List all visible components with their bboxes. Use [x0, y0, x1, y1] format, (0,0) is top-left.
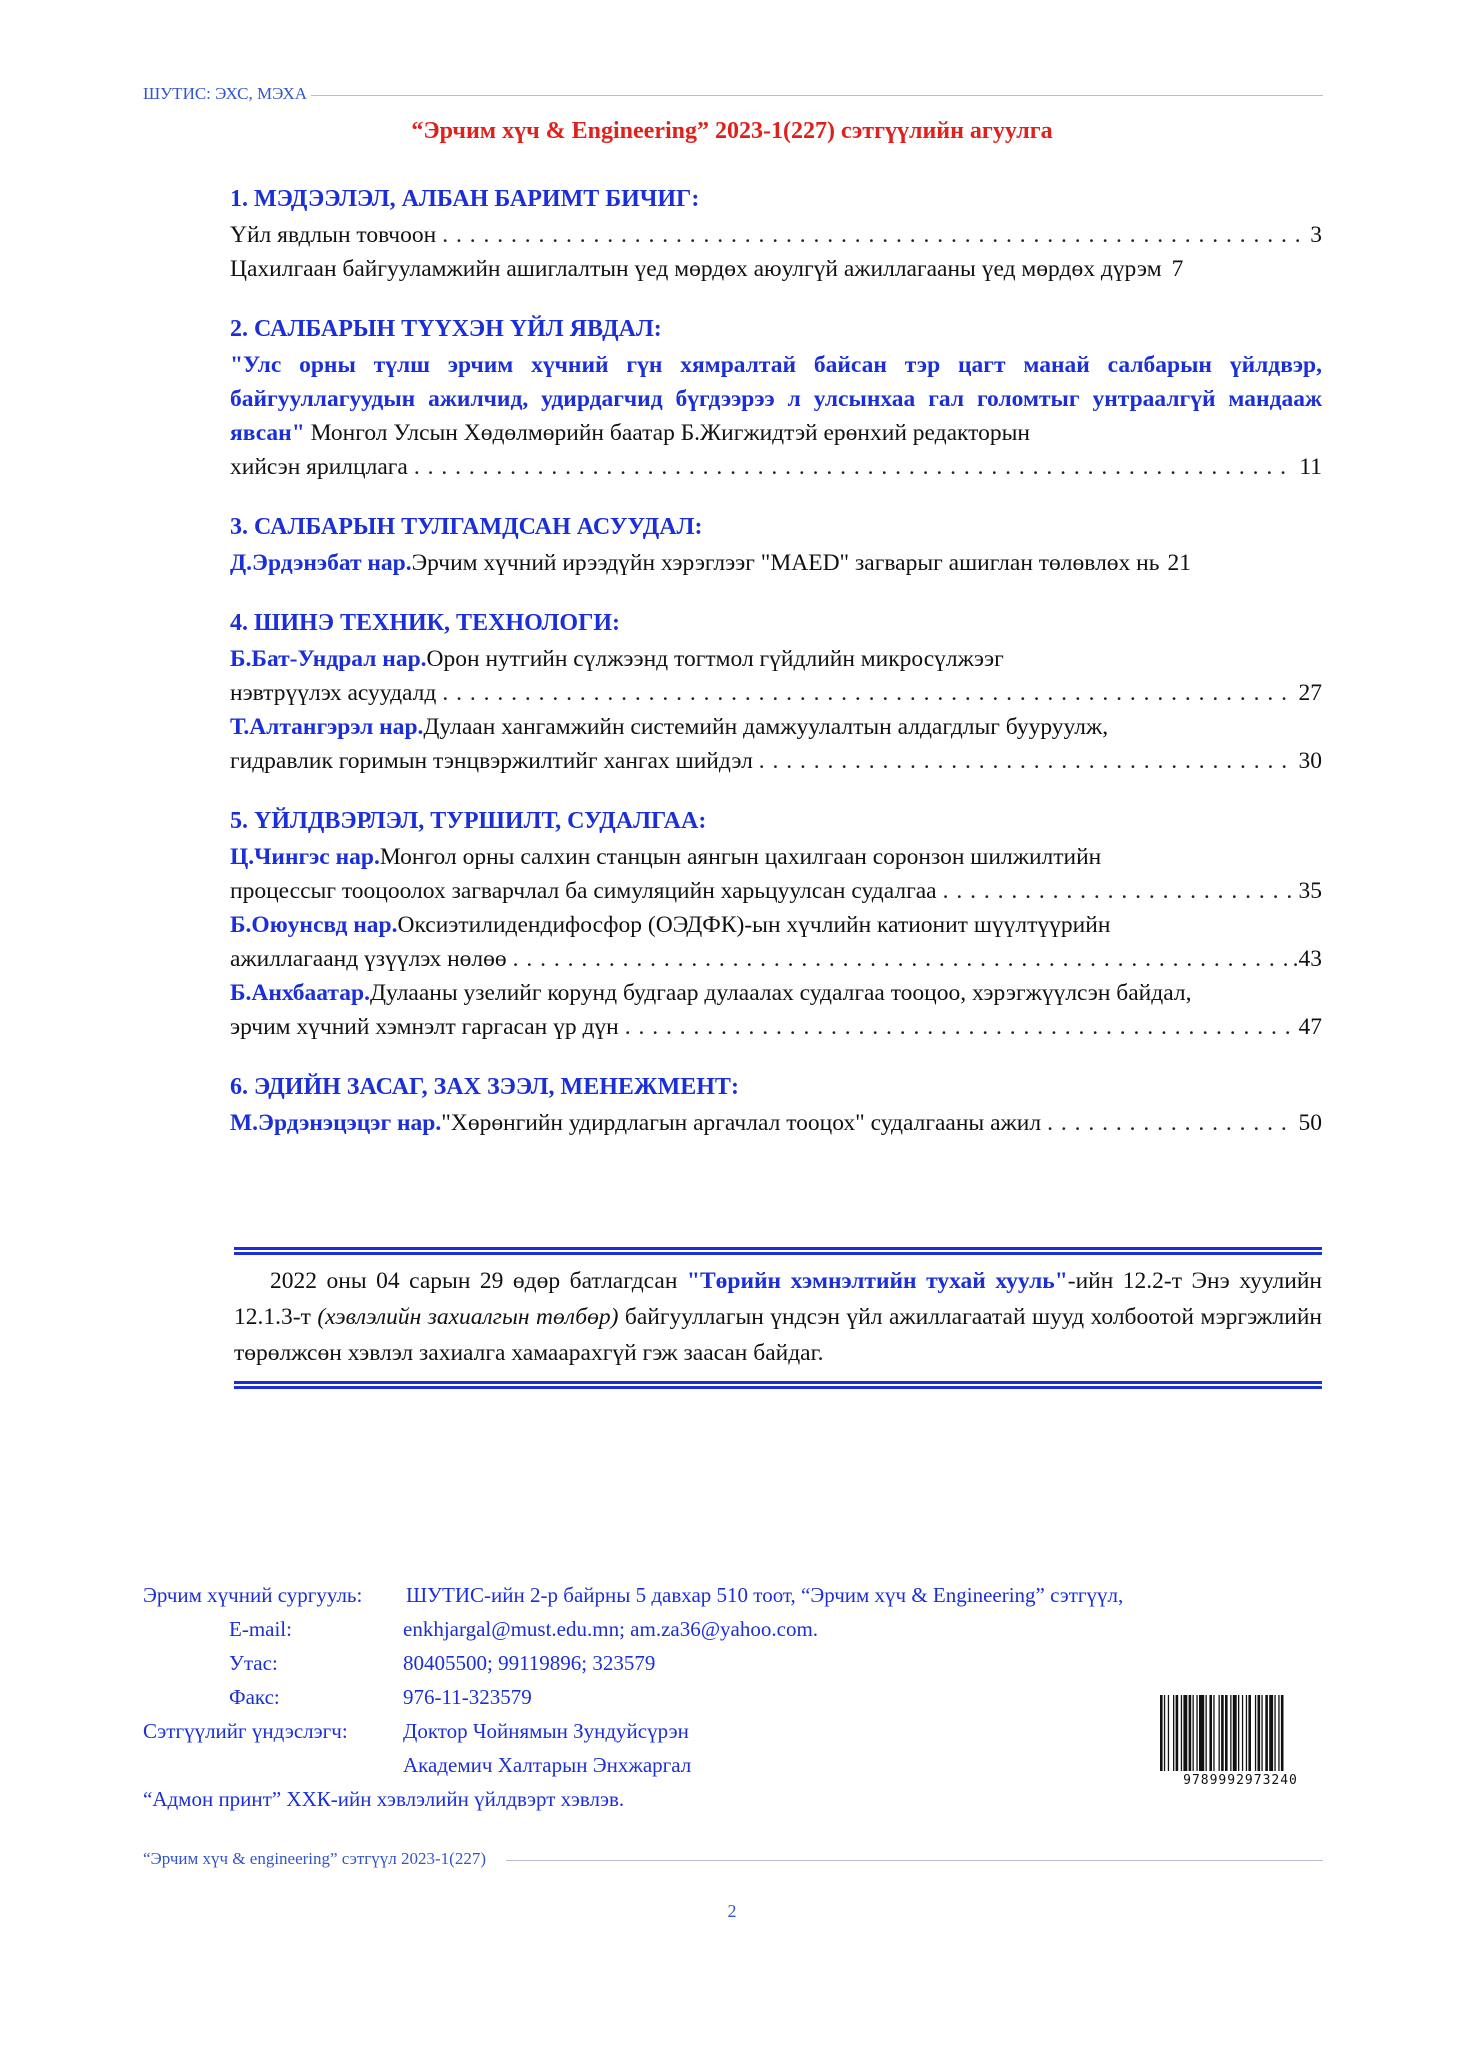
toc-entry[interactable] [230, 840, 1322, 874]
section-heading: 6. ЭДИЙН ЗАСАГ, ЗАХ ЗЭЭЛ, МЕНЕЖМЕНТ: [230, 1074, 739, 1100]
law-text-part: байгууллагын үндсэн үйл ажиллагаатай шууд холбоотой мэргэжлийн төрөлжсөн хэвлэл захиалга хамаарахгүй гэж заасан байдаг. [234, 1304, 1322, 1366]
entry-author: Б.Оюунсвд нар. [230, 912, 398, 938]
entry-title: Оксиэтилидендифосфор (ОЭДФК)-ын хүчлийн катионит шүүлтүүрийн [397, 912, 1111, 938]
section-heading: 3. САЛБАРЫН ТУЛГАМДСАН АСУУДАЛ: [230, 514, 703, 540]
toc-entry[interactable] [230, 710, 1322, 744]
barcode-number: 9789992973240 [1183, 1773, 1298, 1788]
founder-label: Сэтгүүлийг үндэслэгч: [143, 1719, 348, 1743]
entry-page: 7 [1171, 256, 1184, 282]
barcode-bar [1248, 1695, 1251, 1771]
toc-entry[interactable] [230, 252, 1322, 286]
barcode-bar [1230, 1695, 1231, 1771]
entry-title: Эрчим хүчний ирээдүйн хэрэглээг "MAED" загварыг ашиглан төлөвлөх нь [411, 550, 1160, 576]
barcode-bar [1255, 1695, 1256, 1771]
entry-title: процессыг тооцоолох загварчлал ба симуляцийн харьцуулсан судалгаа [230, 878, 937, 904]
toc-section-6 [230, 1070, 1322, 1140]
barcode-bar [1196, 1695, 1197, 1771]
page-number: 2 [727, 1901, 737, 1921]
section-heading: 4. ШИНЭ ТЕХНИК, ТЕХНОЛОГИ: [230, 610, 621, 636]
entry-page: 27 [1298, 680, 1322, 706]
toc-entry-end[interactable] [230, 1010, 1322, 1044]
toc-entry[interactable] [230, 908, 1322, 942]
toc-entry[interactable] [230, 348, 1322, 450]
barcode-bar [1213, 1695, 1214, 1771]
entry-title: Дулаан хангамжийн системийн дамжуулалтын алдагдлыг бууруулж, [423, 714, 1109, 740]
entry-title: гидравлик горимын тэнцвэржилтийг хангах шийдэл [230, 748, 753, 774]
email-value[interactable]: enkhjargal@must.edu.mn; am.za36@yahoo.com. [403, 1617, 819, 1641]
barcode-bar [1181, 1695, 1182, 1771]
school-label: Эрчим хүчний сургууль: [143, 1583, 363, 1607]
running-header [143, 84, 1323, 104]
double-rule-top [234, 1247, 1322, 1255]
running-footer-text: “Эрчим хүч & engineering” сэтгүүл 2023-1(227) [143, 1849, 486, 1868]
barcode-bar [1233, 1695, 1237, 1771]
fax-value: 976-11-323579 [403, 1685, 532, 1709]
printer-note: “Адмон принт” ХХК-ийн хэвлэлийн үйлдвэрт хэвлэв. [143, 1787, 625, 1811]
toc-title: “Эрчим хүч & Engineering” 2023-1(227) сэтгүүлийн агуулга [411, 118, 1053, 144]
entry-title: Үйл явдлын товчоон [230, 222, 437, 248]
barcode-bar [1261, 1695, 1262, 1771]
barcode-bar [1168, 1695, 1169, 1771]
toc-entry[interactable] [230, 642, 1322, 676]
isbn-barcode [1158, 1695, 1323, 1793]
entry-title: Цахилгаан байгууламжийн ашиглалтын үед мөрдөх аюулгүй ажиллагааны үед мөрдөх дүрэм [230, 256, 1162, 282]
barcode-bar [1173, 1695, 1174, 1771]
double-rule-bottom [234, 1381, 1322, 1389]
section-heading: 1. МЭДЭЭЛЭЛ, АЛБАН БАРИМТ БИЧИГ: [230, 186, 700, 212]
entry-page: 50 [1298, 1110, 1322, 1136]
barcode-bars [1158, 1695, 1323, 1771]
entry-title: хийсэн ярилцлага [230, 454, 408, 480]
toc-entry-end[interactable] [230, 942, 1322, 976]
entry-author: Б.Бат-Ундрал нар. [230, 646, 427, 672]
entry-page: .43 [1292, 946, 1322, 972]
entry-author: Д.Эрдэнэбат нар. [230, 550, 412, 576]
school-address: ШУТИС-ийн 2-р байрны 5 давхар 510 тоот, “Эрчим хүч & Engineering” сэтгүүл, [406, 1583, 1124, 1607]
entry-title: Монгол Улсын Хөдөлмөрийн баатар Б.Жигжидтэй ерөнхий редакторын [304, 420, 1030, 446]
entry-title: Дулааны узелийг корунд будгаар дулаалах судалгаа тооцоо, хэрэгжүүлсэн байдал, [369, 980, 1192, 1006]
dot-leader [414, 450, 1294, 484]
toc-entry-end[interactable] [230, 874, 1322, 908]
toc-section-5 [230, 804, 1322, 1044]
barcode-bar [1199, 1695, 1204, 1771]
entry-author: Ц.Чингэс нар. [230, 844, 380, 870]
barcode-bar [1246, 1695, 1247, 1771]
law-notice-text [234, 1255, 1322, 1381]
toc-entry[interactable] [230, 546, 1322, 580]
dot-leader [513, 942, 1287, 976]
barcode-bar [1258, 1695, 1261, 1771]
barcode-bar [1274, 1695, 1275, 1771]
interview-quote: "Улс орны түлш эрчим хүчний гүн хямралтай байсан тэр цагт манай салбарын үйлдвэр, байгууллагуудын ажилчид, удирдагчид бүгдээрээ л улсынхаа гал голомтыг унтраалгүй мандааж явсан" [230, 352, 1322, 446]
table-of-contents [230, 182, 1322, 1166]
section-heading: 5. ҮЙЛДВЭРЛЭЛ, ТУРШИЛТ, СУДАЛГАА: [230, 808, 707, 834]
toc-entry-end[interactable] [230, 676, 1322, 710]
barcode-bar [1269, 1695, 1273, 1771]
toc-entry[interactable] [230, 976, 1322, 1010]
founder-1: Доктор Чойнямын Зундуйсүрэн [403, 1719, 689, 1743]
law-italic-note: (хэвлэлийн захиалгын төлбөр) [317, 1304, 619, 1330]
toc-entry-end[interactable] [230, 744, 1322, 778]
toc-section-1 [230, 182, 1322, 286]
dot-leader [759, 744, 1293, 778]
entry-page: 11 [1299, 454, 1322, 480]
fax-label: Факс: [229, 1685, 280, 1709]
toc-section-2 [230, 312, 1322, 484]
entry-title: эрчим хүчний хэмнэлт гаргасан үр дүн [230, 1014, 619, 1040]
entry-page: 35 [1298, 878, 1322, 904]
section-heading: 2. САЛБАРЫН ТҮҮХЭН ҮЙЛ ЯВДАЛ: [230, 316, 662, 342]
law-notice-box [234, 1247, 1322, 1389]
barcode-bar [1206, 1695, 1207, 1771]
toc-entry[interactable] [230, 218, 1322, 252]
entry-page: 47 [1298, 1014, 1322, 1040]
founder-2: Академич Халтарын Энхжаргал [403, 1753, 692, 1777]
barcode-bar [1281, 1695, 1284, 1771]
phone-value: 80405500; 99119896; 323579 [403, 1651, 656, 1675]
entry-author: М.Эрдэнэцэцэг нар. [230, 1110, 442, 1136]
dot-leader [943, 874, 1293, 908]
entry-author: Б.Анхбаатар. [230, 980, 370, 1006]
entry-author: Т.Алтангэрэл нар. [230, 714, 424, 740]
toc-section-4 [230, 606, 1322, 778]
barcode-bar [1278, 1695, 1279, 1771]
barcode-bar [1160, 1695, 1163, 1771]
barcode-bar [1238, 1695, 1239, 1771]
phone-label: Утас: [229, 1651, 278, 1675]
law-text-part: -ийн 12.2-т Энэ хуулийн 12.1.3-т [234, 1268, 1322, 1330]
entry-title: "Хөрөнгийн удирдлагын аргачлал тооцох" судалгааны ажил [441, 1110, 1042, 1136]
running-header-text: ШУТИС: ЭХС, МЭХА [143, 84, 308, 103]
barcode-bar [1242, 1695, 1243, 1771]
imprint-block [143, 1578, 1123, 1816]
barcode-bar [1164, 1695, 1165, 1771]
entry-title: Орон нутгийн сүлжээнд тогтмол гүйдлийн микросүлжээг [426, 646, 1004, 672]
email-label: E-mail: [229, 1617, 292, 1641]
entry-page: 21 [1167, 550, 1191, 576]
barcode-bar [1265, 1695, 1268, 1771]
dot-leader [442, 676, 1292, 710]
entry-page: 30 [1298, 748, 1322, 774]
barcode-bar [1209, 1695, 1212, 1771]
barcode-bar [1189, 1695, 1192, 1771]
footer-rule [506, 1860, 1323, 1861]
entry-page: 3 [1310, 222, 1322, 248]
header-rule [311, 95, 1323, 96]
toc-entry[interactable] [230, 1106, 1322, 1140]
dot-leader [625, 1010, 1293, 1044]
barcode-bar [1183, 1695, 1187, 1771]
toc-section-3 [230, 510, 1322, 580]
entry-title: нэвтрүүлэх асуудалд [230, 680, 437, 706]
running-footer [143, 1849, 1323, 1869]
law-text-part: 2022 оны 04 сарын 29 өдөр батлагдсан [270, 1268, 687, 1294]
dot-leader [442, 218, 1304, 252]
entry-title: Монгол орны салхин станцын аянгын цахилгаан соронзон шилжилтийн [379, 844, 1102, 870]
barcode-bar [1221, 1695, 1224, 1771]
barcode-bar [1219, 1695, 1220, 1771]
law-name: "Төрийн хэмнэлтийн тухай хууль" [686, 1268, 1068, 1294]
dot-leader [1047, 1106, 1292, 1140]
toc-entry-end[interactable] [230, 450, 1322, 484]
barcode-bar [1193, 1695, 1194, 1771]
barcode-bar [1176, 1695, 1179, 1771]
barcode-bar [1225, 1695, 1228, 1771]
entry-title: ажиллагаанд үзүүлэх нөлөө [230, 946, 507, 972]
